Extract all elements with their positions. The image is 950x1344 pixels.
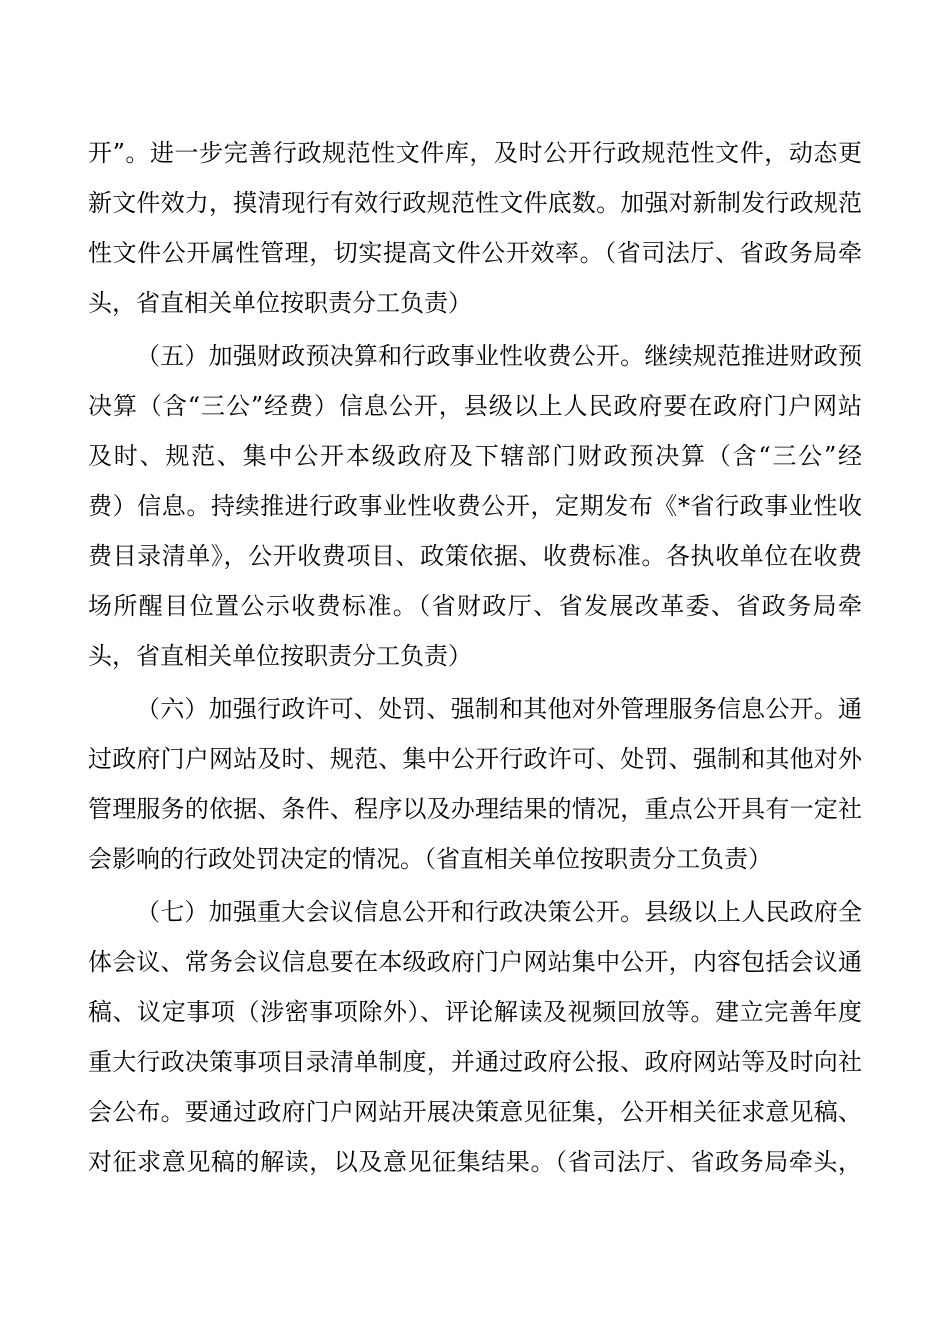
text-line: 新文件效力，摸清现行有效行政规范性文件底数。加强对新制发行政规范 — [88, 189, 862, 217]
text-line: 费目录清单》，公开收费项目、政策依据、收费标准。各执收单位在收费 — [88, 542, 862, 570]
text-line: 重大行政决策事项目录清单制度，并通过政府公报、政府网站等及时向社 — [88, 1048, 862, 1076]
text-line: 头，省直相关单位按职责分工负责） — [88, 642, 472, 670]
text-line: 及时、规范、集中公开本级政府及下辖部门财政预决算（含“三公”经 — [88, 442, 862, 470]
text-line: 管理服务的依据、条件、程序以及办理结果的情况，重点公开具有一定社 — [88, 795, 862, 823]
text-line: 开”。进一步完善行政规范性文件库，及时公开行政规范性文件，动态更 — [88, 139, 862, 167]
text-line: 场所醒目位置公示收费标准。（省财政厅、省发展改革委、省政务局牵 — [88, 592, 862, 620]
text-line: 会公布。要通过政府门户网站开展决策意见征集，公开相关征求意见稿、 — [88, 1098, 862, 1126]
text-line: 决算（含“三公”经费）信息公开，县级以上人民政府要在政府门户网站 — [88, 392, 862, 420]
text-line: 过政府门户网站及时、规范、集中公开行政许可、处罚、强制和其他对外 — [88, 745, 862, 773]
paragraph-first-line: （五）加强财政预决算和行政事业性收费公开。继续规范推进财政预 — [136, 342, 862, 370]
text-line: 性文件公开属性管理，切实提高文件公开效率。（省司法厅、省政务局牵 — [88, 239, 862, 267]
text-line: 稿、议定事项（涉密事项除外）、评论解读及视频回放等。建立完善年度 — [88, 998, 862, 1026]
text-line: 头，省直相关单位按职责分工负责） — [88, 289, 472, 317]
text-line: 会影响的行政处罚决定的情况。（省直相关单位按职责分工负责） — [88, 845, 772, 873]
paragraph-first-line: （六）加强行政许可、处罚、强制和其他对外管理服务信息公开。通 — [136, 695, 862, 723]
text-line: 费）信息。持续推进行政事业性收费公开，定期发布《*省行政事业性收 — [88, 492, 862, 520]
text-line: 体会议、常务会议信息要在本级政府门户网站集中公开，内容包括会议通 — [88, 948, 862, 976]
paragraph-first-line: （七）加强重大会议信息公开和行政决策公开。县级以上人民政府全 — [136, 898, 862, 926]
text-line: 对征求意见稿的解读，以及意见征集结果。（省司法厅、省政务局牵头， — [88, 1148, 862, 1176]
